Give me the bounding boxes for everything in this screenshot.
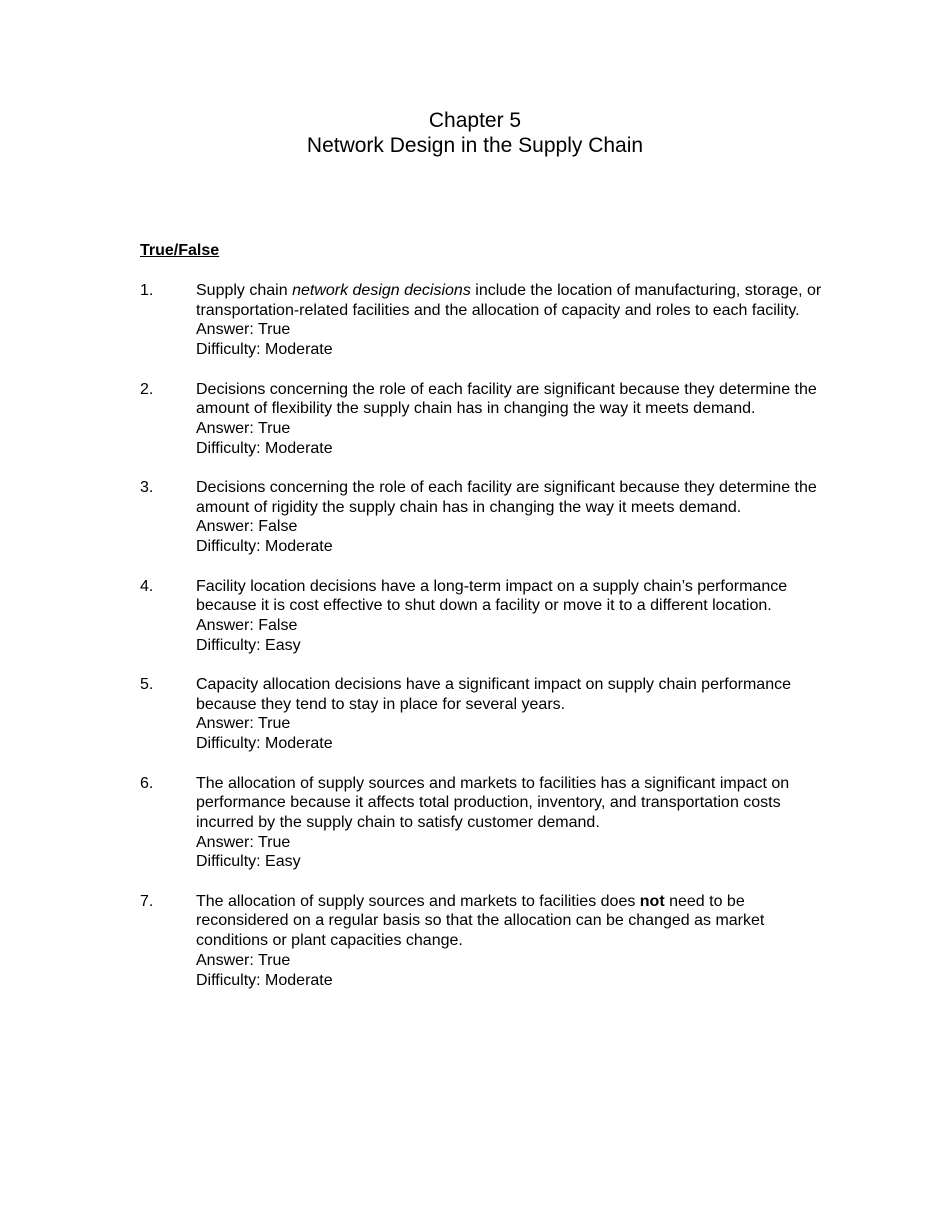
question-text: Capacity allocation decisions have a significant impact on supply chain performance because they tend to stay in place for several years. — [196, 676, 791, 713]
chapter-number: Chapter 5 — [428, 109, 522, 132]
question-text-part: Supply chain — [196, 282, 293, 299]
question-number: 6. — [140, 774, 154, 792]
question-number: 2. — [140, 380, 154, 398]
question-text-emphasis: network design decisions — [292, 282, 471, 299]
question-answer: Answer: True — [196, 951, 291, 969]
question-text — [196, 892, 830, 951]
chapter-title-block — [0, 108, 950, 158]
question-item — [140, 675, 830, 754]
question-number: 5. — [140, 676, 154, 693]
question-item — [140, 281, 830, 360]
question-answer: Answer: True — [196, 833, 291, 851]
question-text-part: The allocation of supply sources and markets to facilities does — [196, 892, 640, 910]
section-heading: True/False — [140, 242, 220, 259]
question-difficulty: Difficulty: Moderate — [196, 538, 333, 556]
question-item — [140, 774, 830, 873]
question-text: The allocation of supply sources and markets to facilities has a significant impact on performance because it affects total production, inventory, and transportation costs incurred by the supply chain to satisfy customer demand. — [196, 774, 790, 831]
question-text-strong: not — [639, 892, 665, 910]
question-answer: Answer: True — [196, 321, 291, 339]
question-difficulty: Difficulty: Moderate — [196, 735, 333, 753]
chapter-title: Network Design in the Supply Chain — [306, 134, 644, 157]
question-text-part: need to be reconsidered on a regular basis so that the allocation can be changed as market conditions or plant capacities change. — [196, 892, 765, 950]
question-difficulty: Difficulty: Moderate — [196, 439, 333, 457]
question-text: Decisions concerning the role of each facility are significant because they determine the amount of rigidity the supply chain has in changing the way it meets demand. — [196, 479, 817, 516]
question-answer: Answer: False — [196, 518, 298, 536]
question-number: 3. — [140, 479, 154, 496]
question-text: Facility location decisions have a long-term impact on a supply chain’s performance because it is cost effective to shut down a facility or move it to a different location. — [196, 577, 788, 615]
question-answer: Answer: True — [196, 419, 291, 437]
question-text-part: include the location of manufacturing, storage, or transportation-related facilities and the allocation of capacity and roles to each facility. — [196, 282, 822, 319]
question-answer: Answer: True — [196, 715, 291, 733]
question-number: 1. — [140, 282, 154, 299]
question-item — [140, 478, 830, 557]
question-difficulty: Difficulty: Easy — [196, 636, 301, 654]
question-item — [140, 577, 830, 656]
question-list — [140, 281, 830, 1010]
question-text: Decisions concerning the role of each facility are significant because they determine the amount of flexibility the supply chain has in changing the way it meets demand. — [196, 380, 817, 418]
question-answer: Answer: False — [196, 616, 298, 634]
question-difficulty: Difficulty: Moderate — [196, 971, 333, 989]
question-number: 7. — [140, 892, 154, 910]
question-item — [140, 892, 830, 991]
question-difficulty: Difficulty: Moderate — [196, 341, 333, 359]
question-item — [140, 380, 830, 459]
question-difficulty: Difficulty: Easy — [196, 853, 301, 871]
question-number: 4. — [140, 577, 154, 595]
question-text — [196, 281, 830, 320]
